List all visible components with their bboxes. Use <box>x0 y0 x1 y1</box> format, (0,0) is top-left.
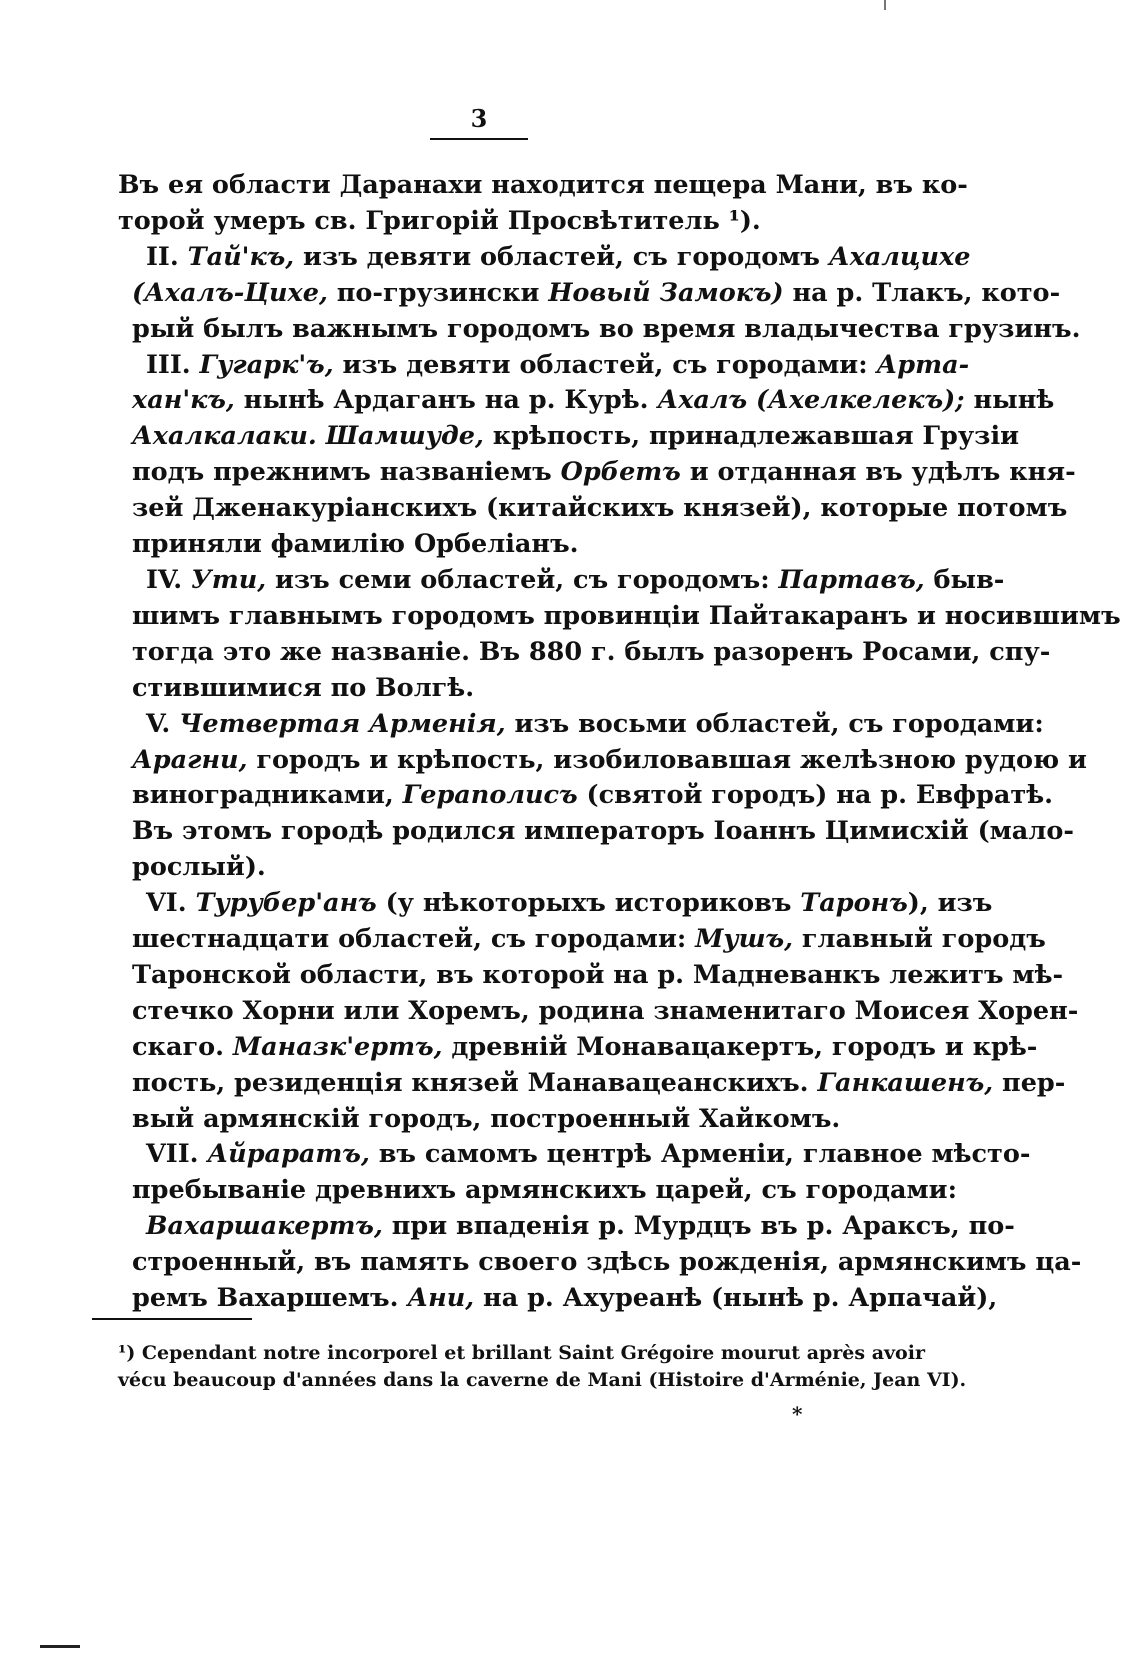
text-run: главный городъ <box>793 924 1046 955</box>
text-line <box>118 778 1054 814</box>
text-run: нынѣ Ардаганъ на р. Курѣ. <box>234 385 658 416</box>
text-run: пер- <box>993 1067 1066 1098</box>
text-run: ), изъ <box>907 888 993 919</box>
text-run: изъ семи областей, съ городомъ: <box>266 564 779 595</box>
text-run: Таронской области, въ которой на р. Мадневанкъ лежитъ мѣ- <box>132 959 1064 990</box>
text-run: на р. Тлакъ, кото- <box>783 277 1061 308</box>
text-line <box>118 240 971 276</box>
text-run: II. <box>146 241 188 272</box>
page-number-rule <box>430 138 528 140</box>
italic-term: Шамшуде, <box>325 421 484 452</box>
text-line <box>118 348 970 384</box>
text-run: изъ восьми областей, съ городами: <box>505 708 1044 739</box>
italic-term: Айраратъ, <box>207 1139 370 1170</box>
italic-term: Ани, <box>407 1283 475 1314</box>
text-run: крѣпость, принадлежавшая Грузіи <box>483 421 1020 452</box>
signature-mark: * <box>792 1402 803 1426</box>
text-run: пость, резиденція князей Манавацеанскихъ. <box>132 1067 818 1098</box>
text-line <box>118 635 1051 671</box>
text-line <box>118 419 1020 455</box>
italic-term: Вахаршакертъ, <box>146 1211 383 1242</box>
italic-term: Ганкашенъ, <box>817 1067 994 1098</box>
text-run: VII. <box>146 1139 208 1170</box>
text-run: подъ прежнимъ названіемъ <box>132 457 561 488</box>
italic-term: Арта- <box>876 349 970 380</box>
text-line <box>118 886 993 922</box>
text-run: въ самомъ центрѣ Арменіи, главное мѣсто- <box>369 1139 1031 1170</box>
text-line <box>118 312 1081 348</box>
italic-term: хан'къ, <box>132 385 235 416</box>
text-run: VI. <box>146 888 196 919</box>
italic-term: Гугарк'ъ, <box>199 349 334 380</box>
italic-term: Таронъ <box>800 888 908 919</box>
text-line <box>118 1173 957 1209</box>
italic-term: Ахалъ (Ахелкелекъ); <box>657 385 965 416</box>
text-run: V. <box>146 708 180 739</box>
text-line <box>118 204 868 240</box>
text-line <box>118 958 1064 994</box>
text-run: скаго. <box>132 1031 233 1062</box>
text-line <box>118 1102 868 1138</box>
text-run: изъ девяти областей, съ городами: <box>333 349 877 380</box>
text-line <box>118 922 1046 958</box>
italic-term: (Ахалъ-Цихе, <box>132 277 328 308</box>
text-run: ремъ Вахаршемъ. <box>132 1283 408 1314</box>
text-line <box>118 1066 1066 1102</box>
italic-term: Мушъ, <box>695 924 794 955</box>
text-line <box>118 671 868 707</box>
text-run: изъ девяти областей, съ городомъ <box>294 241 829 272</box>
text-run: шимъ главнымъ городомъ провинціи Пайтакаранъ и носившимъ <box>132 600 1121 631</box>
body-text <box>118 168 1121 1317</box>
footnote-line: ¹) Cependant notre incorporel et brillant Saint Grégoire mourut après avoir <box>118 1342 925 1364</box>
text-line <box>118 994 1079 1030</box>
text-run: стившимися по Волгѣ. <box>132 672 475 703</box>
text-run: при впаденія р. Мурдцъ въ р. Араксъ, по- <box>382 1211 1015 1242</box>
italic-term: Орбетъ <box>560 457 681 488</box>
text-line <box>118 599 1121 635</box>
text-run: торой умеръ св. Григорій Просвѣтитель ¹). <box>118 205 761 236</box>
text-line <box>118 168 968 204</box>
text-line <box>118 850 868 886</box>
italic-term: Партавъ, <box>778 564 925 595</box>
text-line <box>118 1281 998 1317</box>
text-line <box>118 563 1005 599</box>
text-run: III. <box>146 349 200 380</box>
italic-term: Арагни, <box>132 744 248 775</box>
italic-term: Ахалцихе <box>828 241 971 272</box>
text-run: нынѣ <box>964 385 1055 416</box>
text-run: рослый). <box>132 852 266 883</box>
footnotes <box>118 1340 967 1394</box>
text-run: приняли фамилію Орбеліанъ. <box>132 529 579 560</box>
paragraph <box>118 563 1121 707</box>
text-line <box>118 1209 1015 1245</box>
footnote-divider <box>92 1318 252 1320</box>
text-line <box>118 814 1074 850</box>
text-line <box>118 1137 1031 1173</box>
paragraph <box>118 707 1087 887</box>
italic-term: Ути, <box>191 564 267 595</box>
text-line <box>118 527 868 563</box>
italic-term: Гераполисъ <box>402 780 578 811</box>
text-line <box>118 1030 1038 1066</box>
text-run: (святой городъ) на р. Евфратѣ. <box>577 780 1054 811</box>
text-run: и отданная въ удѣлъ кня- <box>680 457 1076 488</box>
text-run: рый былъ важнымъ городомъ во время владычества грузинъ. <box>132 313 1081 344</box>
paragraph <box>118 1137 1031 1209</box>
text-run: вый армянскій городъ, построенный Хайкомъ. <box>132 1103 841 1134</box>
text-run: быв- <box>924 564 1005 595</box>
text-line <box>118 1245 1082 1281</box>
text-line <box>118 743 1087 779</box>
page-edge-mark <box>884 0 886 10</box>
italic-term: Тай'къ, <box>187 241 295 272</box>
text-run: Въ этомъ городѣ родился императоръ Іоаннъ Цимисхій (мало- <box>132 816 1074 847</box>
paragraph <box>118 1209 1082 1317</box>
italic-term: Новый Замокъ) <box>548 277 784 308</box>
paragraph <box>118 348 1076 563</box>
text-run: пребываніе древнихъ армянскихъ царей, съ городами: <box>132 1175 957 1206</box>
page-number: 3 <box>470 104 488 133</box>
text-run: шестнадцати областей, съ городами: <box>132 924 696 955</box>
italic-term: Ахалкалаки. <box>132 421 317 452</box>
corner-mark <box>40 1645 80 1648</box>
text-run: зей Дженакуріанскихъ (китайскихъ князей), которые потомъ <box>132 493 1068 524</box>
text-line <box>118 455 1076 491</box>
text-line <box>118 383 1055 419</box>
text-run: (у нѣкоторыхъ историковъ <box>376 888 801 919</box>
italic-term: Четвертая Арменія, <box>179 708 506 739</box>
text-run: на р. Ахуреанѣ (нынѣ р. Арпачай), <box>474 1283 998 1314</box>
text-run: IV. <box>146 564 192 595</box>
text-run: древній Монавацакертъ, городъ и крѣ- <box>442 1031 1038 1062</box>
footnote-line: vécu beaucoup d'années dans la caverne de Mani (Histoire d'Arménie, Jean VI). <box>118 1369 967 1391</box>
text-run <box>317 421 326 451</box>
italic-term: Турубер'анъ <box>195 888 377 919</box>
paragraph <box>118 240 1081 348</box>
paragraph <box>118 168 968 240</box>
text-run: городъ и крѣпость, изобиловавшая желѣзною рудою и <box>247 744 1087 775</box>
text-run: по-грузински <box>327 277 549 308</box>
text-line <box>118 707 1044 743</box>
italic-term: Маназк'ертъ, <box>232 1031 443 1062</box>
text-run: тогда это же названіе. Въ 880 г. былъ разоренъ Росами, спу- <box>132 636 1051 667</box>
text-line <box>118 491 1068 527</box>
text-run: Въ ея области Даранахи находится пещера Мани, въ ко- <box>118 170 968 200</box>
text-run: виноградниками, <box>132 780 403 811</box>
text-run: стечко Хорни или Хоремъ, родина знаменитаго Моисея Хорен- <box>132 995 1079 1026</box>
text-line <box>118 276 1061 312</box>
paragraph <box>118 886 1079 1137</box>
text-run: строенный, въ память своего здѣсь рожденія, армянскимъ ца- <box>132 1247 1082 1278</box>
